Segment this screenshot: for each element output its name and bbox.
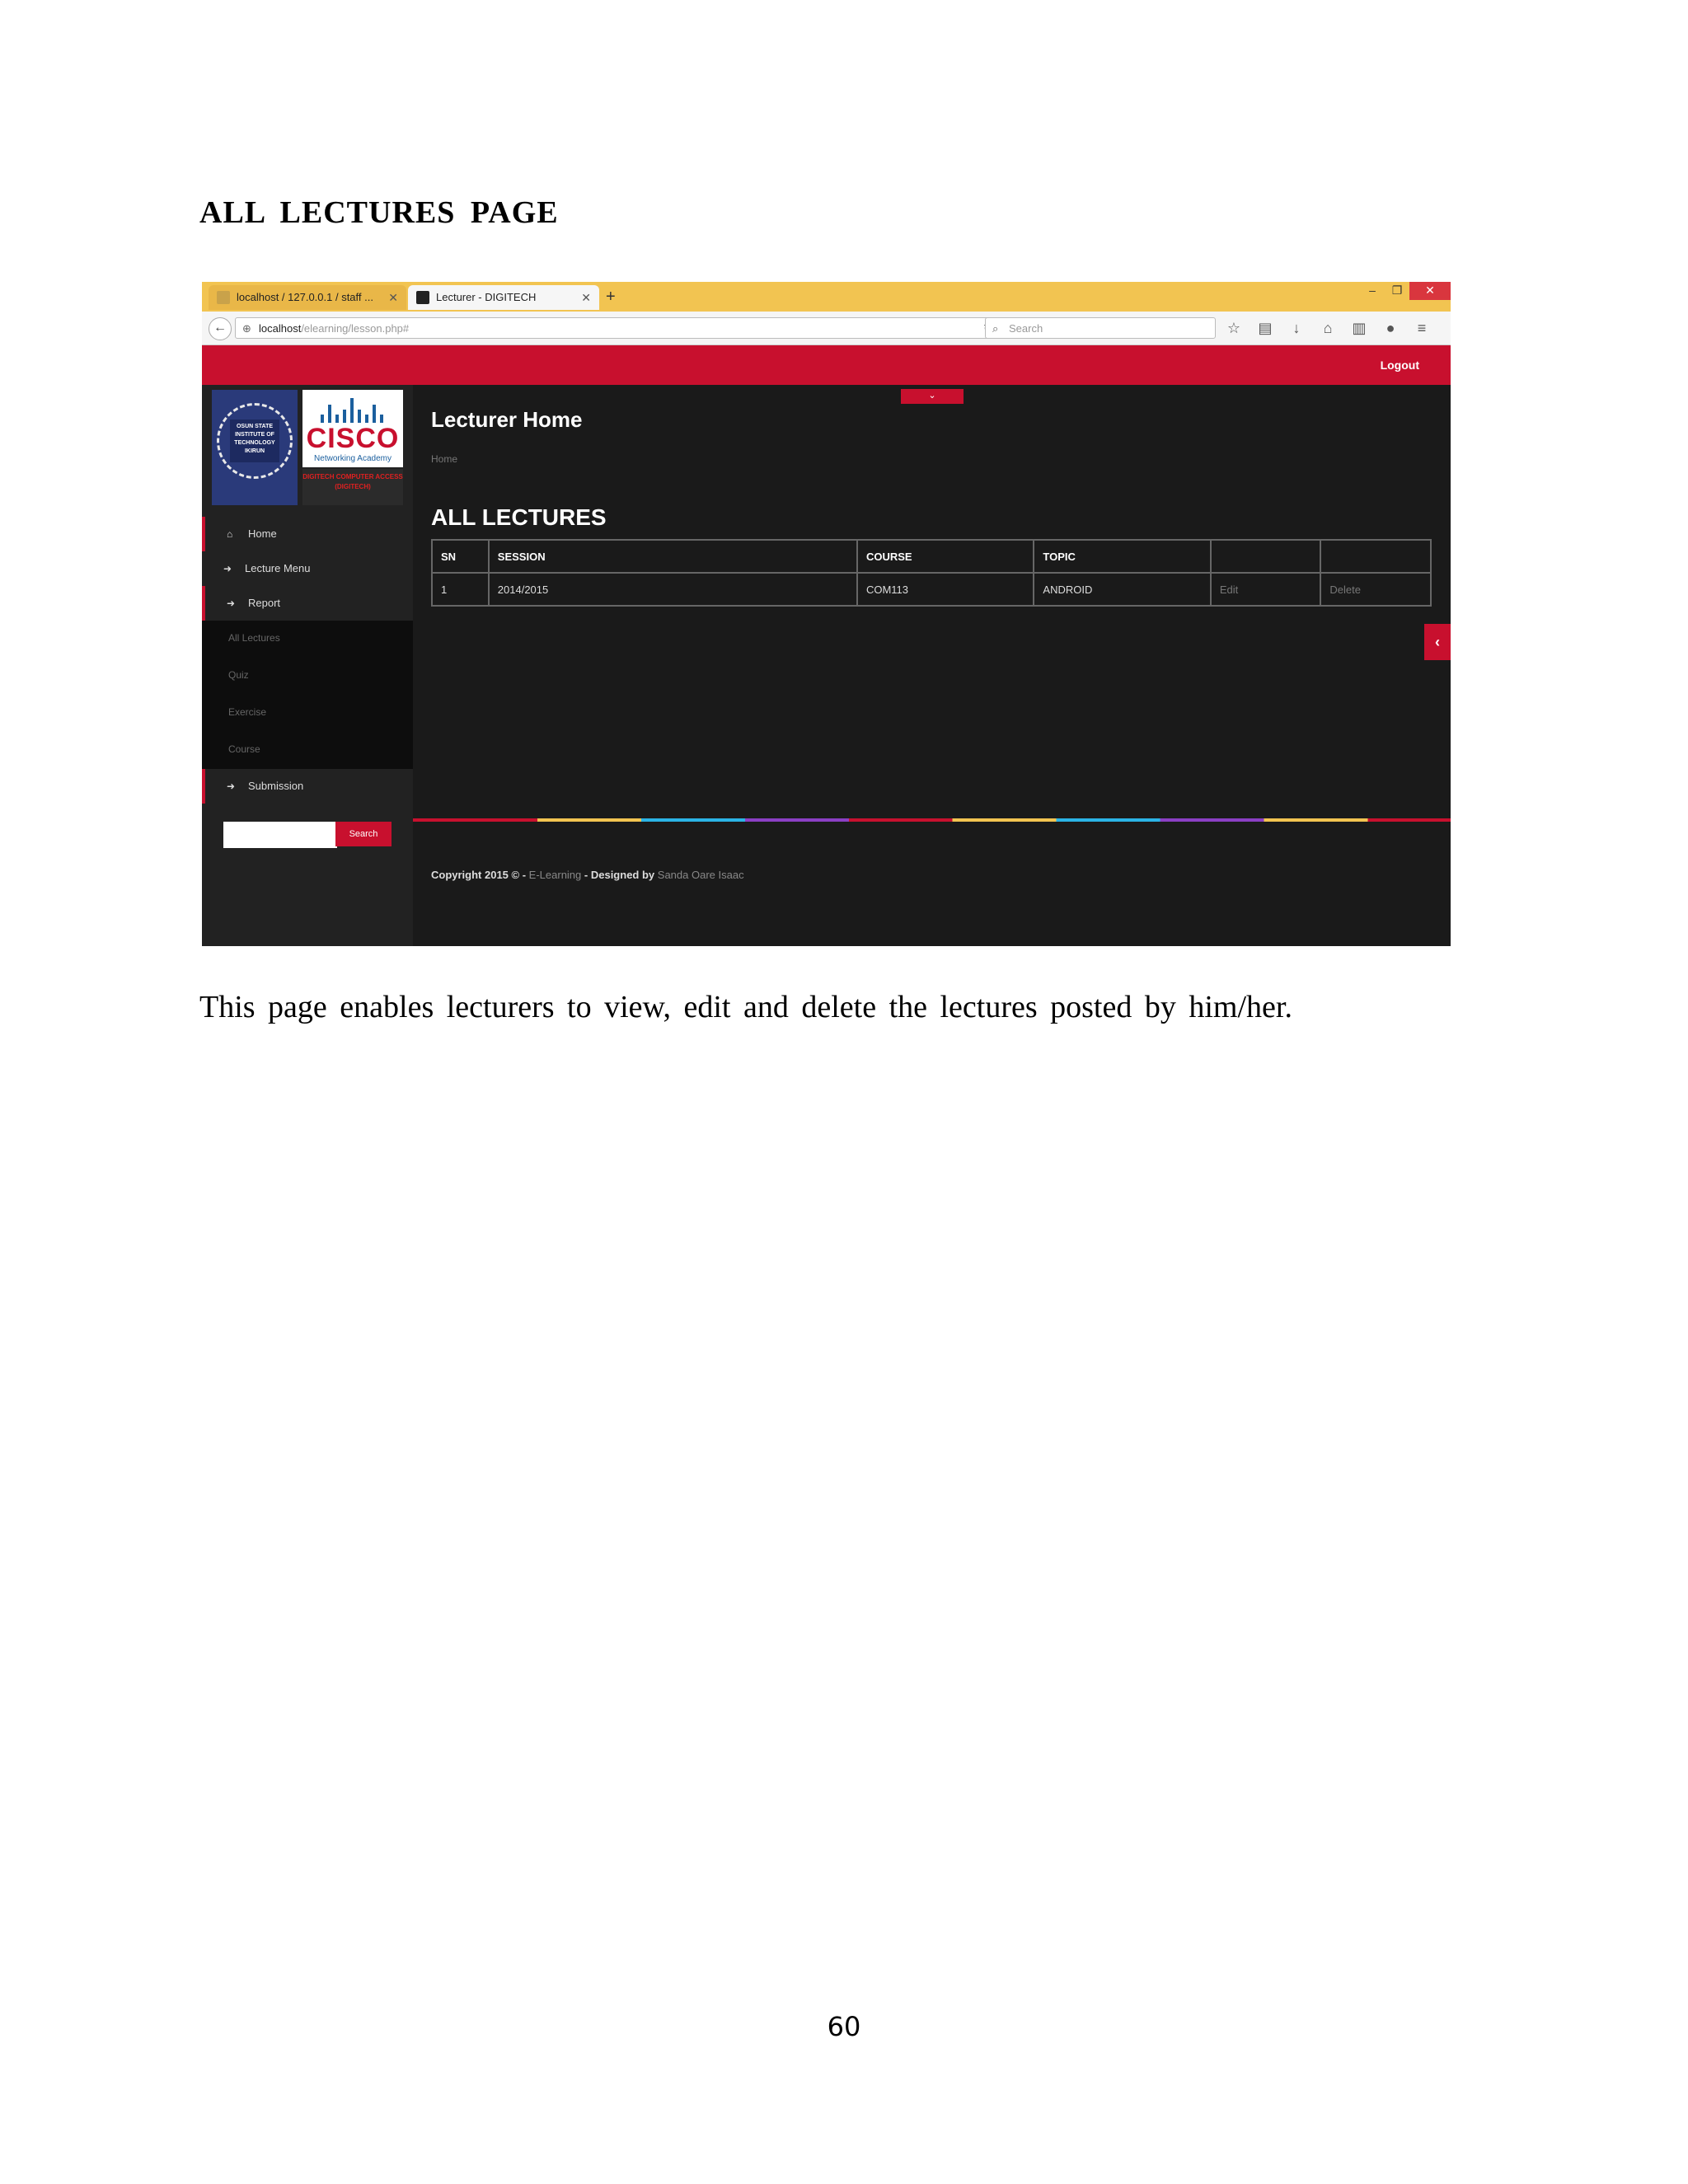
close-icon[interactable]: ✕ (581, 291, 591, 304)
window-controls (1360, 282, 1451, 300)
home-icon[interactable]: ⌂ (1323, 320, 1333, 336)
submenu-item-course[interactable]: Course (228, 743, 260, 755)
favicon-icon (416, 291, 429, 304)
sidebar-item-submission[interactable] (202, 769, 413, 804)
browser-tab-phpmyadmin[interactable] (209, 285, 406, 310)
seal-text: OSUN STATE INSTITUTE OF TECHNOLOGY IKIRUN (230, 419, 279, 462)
favicon-icon (217, 291, 230, 304)
sidebar-item-label: Home (248, 527, 277, 540)
digitech-label: DIGITECH COMPUTER ACCESS (DIGITECH) (302, 469, 403, 505)
browser-toolbar (1224, 318, 1432, 338)
restore-icon[interactable]: ❐ (1391, 284, 1403, 297)
search-icon: ⌕ (992, 322, 999, 335)
browser-search-input[interactable] (985, 317, 1216, 339)
table-header: SN (432, 540, 489, 573)
page-number: 60 (827, 2011, 861, 2042)
page-heading: ALL LECTURES PAGE (199, 195, 559, 230)
cisco-bars-icon (311, 395, 393, 423)
lectures-table (431, 539, 1432, 607)
clipboard-icon[interactable]: ▤ (1258, 320, 1273, 336)
logo-area (212, 390, 403, 505)
section-title: ALL LECTURES (431, 504, 607, 530)
cisco-logo (302, 390, 403, 467)
new-tab-button[interactable]: + (606, 288, 616, 306)
table-header-row (432, 540, 1431, 573)
screenshot-figure (202, 282, 1451, 946)
chevron-left-icon[interactable]: ‹ (1424, 624, 1451, 660)
submenu-item-all-lectures[interactable]: All Lectures (228, 632, 280, 644)
sidebar-item-report[interactable] (202, 586, 413, 621)
table-header: SESSION (489, 540, 857, 573)
tab-label: localhost / 127.0.0.1 / staff ... (237, 291, 373, 303)
cisco-subtitle: Networking Academy (314, 454, 392, 463)
table-header: COURSE (857, 540, 1034, 573)
submenu-item-quiz[interactable]: Quiz (228, 669, 249, 681)
browser-tab-lecturer[interactable] (408, 285, 599, 310)
figure-caption: This page enables lecturers to view, edit and delete the lectures posted by him/her. (199, 990, 1292, 1024)
footer-designer: Sanda Oare Isaac (657, 869, 744, 881)
color-divider (413, 818, 1451, 822)
menu-icon[interactable]: ≡ (1417, 320, 1427, 336)
address-bar[interactable] (235, 317, 1001, 339)
table-cell: 1 (432, 573, 489, 606)
report-submenu (202, 621, 413, 769)
footer-brand: E-Learning (528, 869, 582, 881)
main-title: Lecturer Home (431, 407, 583, 432)
table-cell: COM113 (857, 573, 1034, 606)
home-icon: ⌂ (227, 528, 233, 540)
table-header: TOPIC (1034, 540, 1210, 573)
chevron-down-icon[interactable]: ⌄ (901, 389, 964, 404)
download-icon[interactable]: ↓ (1292, 320, 1301, 336)
browser-nav-bar (202, 312, 1451, 345)
signin-icon: ➜ (227, 598, 236, 609)
search-placeholder: Search (1009, 322, 1043, 335)
browser-tab-strip (202, 282, 1451, 312)
url-host: localhost (259, 322, 302, 335)
edit-link[interactable]: Edit (1211, 573, 1321, 606)
logout-link[interactable]: Logout (1380, 359, 1419, 372)
addon-icon[interactable]: ▥ (1352, 320, 1367, 336)
bookmark-star-icon[interactable]: ☆ (1226, 320, 1241, 336)
sidebar-item-label: Report (248, 597, 281, 609)
footer-copyright: Copyright 2015 © - (431, 869, 527, 881)
delete-link[interactable]: Delete (1320, 573, 1431, 606)
table-cell: ANDROID (1034, 573, 1210, 606)
app-header-bar (202, 345, 1451, 385)
sidebar (202, 385, 413, 946)
chat-icon[interactable]: ● (1386, 320, 1395, 336)
breadcrumb[interactable]: Home (431, 453, 458, 465)
footer-text (431, 869, 744, 881)
cisco-wordmark: CISCO (306, 423, 400, 454)
sidebar-item-label: Lecture Menu (245, 562, 311, 574)
submenu-item-exercise[interactable]: Exercise (228, 706, 267, 718)
url-path: /elearning/lesson.php# (301, 322, 410, 335)
sidebar-search-input[interactable] (223, 822, 337, 848)
table-header (1320, 540, 1431, 573)
institution-seal-logo (212, 390, 298, 505)
back-arrow-icon[interactable]: ← (209, 317, 232, 340)
window-close-icon[interactable]: ✕ (1409, 282, 1451, 300)
signin-icon: ➜ (223, 563, 232, 574)
close-icon[interactable]: ✕ (388, 291, 398, 304)
sidebar-search-button[interactable]: Search (335, 822, 392, 846)
minimize-icon[interactable]: – (1369, 284, 1376, 297)
table-cell: 2014/2015 (489, 573, 857, 606)
sidebar-item-label: Submission (248, 780, 304, 792)
footer-designed-by: - Designed by (584, 869, 655, 881)
sidebar-item-lecture-menu[interactable] (202, 551, 413, 586)
signin-icon: ➜ (227, 780, 236, 792)
table-header (1211, 540, 1321, 573)
globe-icon: ⊕ (242, 322, 251, 335)
tab-label: Lecturer - DIGITECH (436, 291, 537, 303)
table-row (432, 573, 1431, 606)
sidebar-item-home[interactable] (202, 517, 413, 551)
